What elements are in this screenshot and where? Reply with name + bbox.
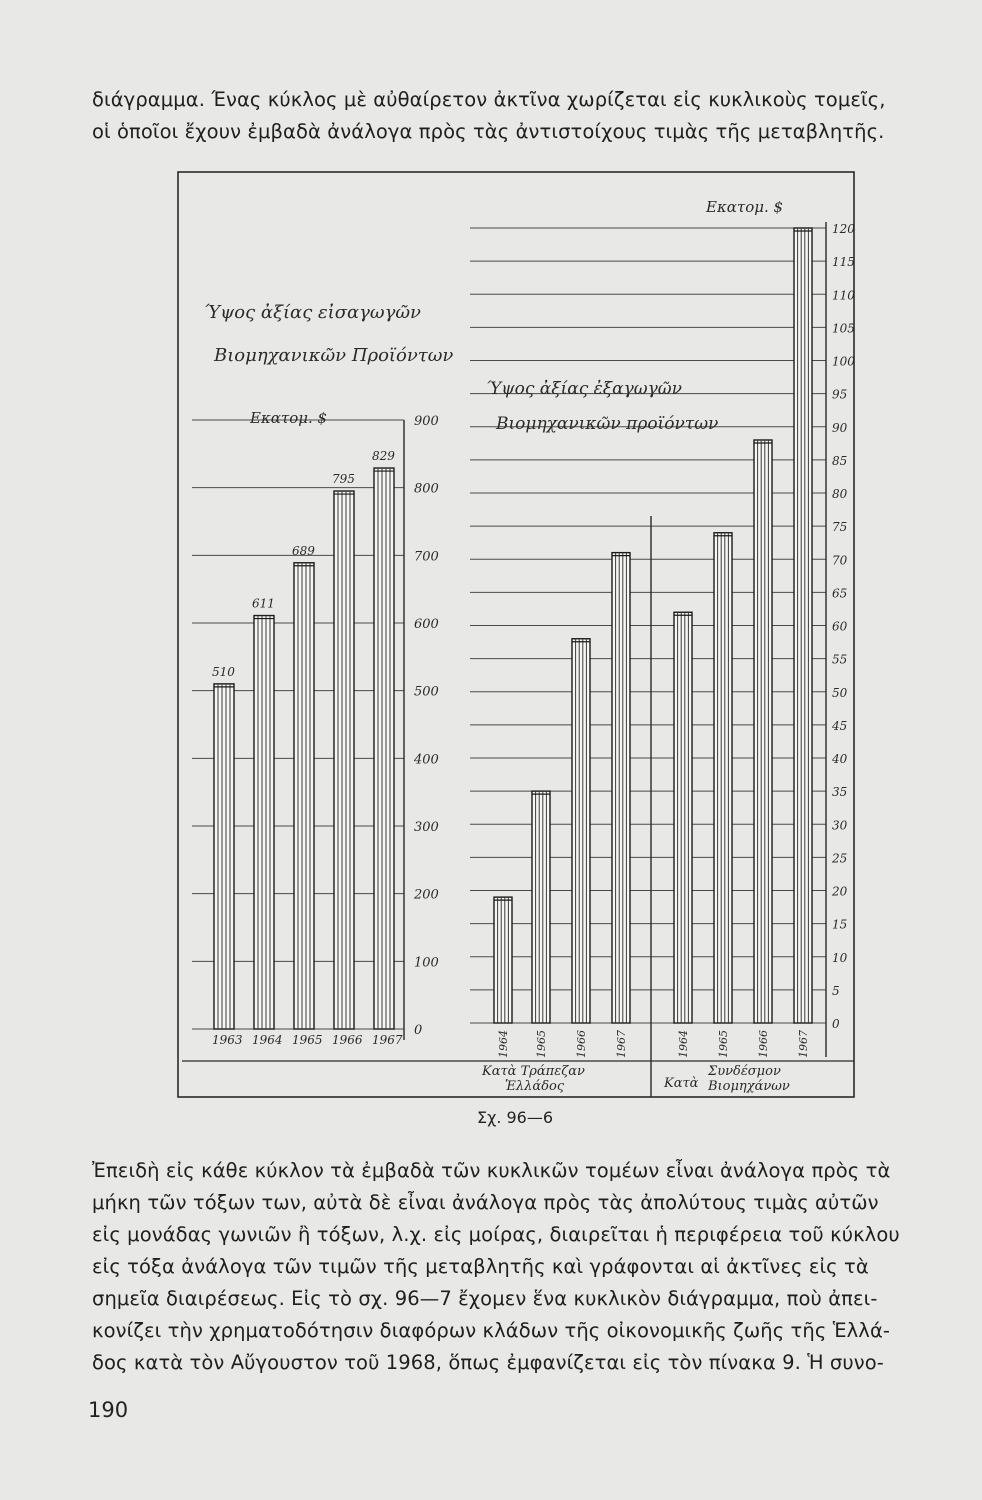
y-tick-label: 600 (414, 617, 439, 632)
y-tick-label: 900 (414, 414, 439, 429)
bar (374, 468, 394, 1029)
y-tick-label: 0 (832, 1017, 840, 1031)
x-tick-label: 1965 (292, 1033, 323, 1047)
group-label: Συνδέσμον (708, 1064, 781, 1079)
bar-outline (674, 612, 692, 1023)
bar-outline (532, 791, 550, 1023)
x-tick-label: 1966 (575, 1030, 588, 1058)
y-tick-label: 65 (832, 586, 848, 601)
exports-chart (470, 198, 855, 1097)
bar-value-label: 795 (332, 472, 355, 487)
y-tick-label: 200 (414, 887, 439, 903)
y-unit-label: Εκατομ. $ (706, 198, 784, 216)
bar-outline (334, 491, 354, 1029)
group-label: Ἑλλάδος (505, 1079, 565, 1094)
y-tick-label: 115 (832, 255, 855, 270)
bar (494, 897, 512, 1023)
y-tick-label: 25 (832, 851, 848, 866)
bar (754, 440, 772, 1023)
y-tick-label: 15 (832, 917, 848, 932)
bar-outline (254, 616, 274, 1029)
y-tick-label: 10 (832, 950, 848, 965)
x-tick-label: 1963 (212, 1033, 243, 1047)
bar-outline (214, 684, 234, 1029)
chart-title-line: Ύψος ἀξίας ἐξαγωγῶν (486, 379, 683, 399)
x-tick-label: 1966 (757, 1030, 770, 1058)
x-tick-label: 1967 (797, 1030, 810, 1058)
bar-value-label: 829 (372, 449, 395, 464)
y-tick-label: 45 (832, 718, 848, 733)
y-tick-label: 75 (832, 520, 848, 535)
x-tick-label: 1967 (615, 1030, 628, 1058)
bar-outline (494, 897, 512, 1023)
bar (532, 791, 550, 1023)
bar (334, 491, 354, 1029)
text-line: οἱ ὁποῖοι ἔχουν ἐμβαδὰ ἀνάλογα πρὸς τὰς ἀντιστοίχους τιμὰς τῆς μεταβλητῆς. (92, 120, 885, 143)
x-tick-label: 1965 (717, 1030, 730, 1058)
y-tick-label: 85 (832, 453, 848, 468)
bar-outline (754, 440, 772, 1023)
text-line: κονίζει τὴν χρηματοδότησιν διαφόρων κλάδων τῆς οἰκονομικῆς ζωῆς τῆς Ἑλλά- (92, 1319, 891, 1342)
chart-title-line: Ύψος ἀξίας εἰσαγωγῶν (204, 302, 421, 323)
y-tick-label: 100 (832, 354, 855, 369)
y-tick-label: 90 (832, 420, 848, 435)
bar (254, 616, 274, 1029)
bar-outline (612, 553, 630, 1023)
y-tick-label: 40 (832, 752, 848, 766)
chart-title-line: Βιομηχανικῶν προϊόντων (496, 414, 719, 434)
bar-outline (794, 228, 812, 1023)
bar (612, 553, 630, 1023)
bar-outline (374, 468, 394, 1029)
group-label: Βιομηχάνων (708, 1079, 790, 1094)
bar (214, 684, 234, 1029)
y-tick-label: 35 (832, 785, 848, 800)
bar-outline (572, 639, 590, 1023)
y-tick-label: 400 (414, 752, 439, 768)
y-unit-label: Εκατομ. $ (250, 409, 328, 427)
y-tick-label: 30 (832, 818, 848, 833)
x-tick-label: 1965 (535, 1030, 548, 1058)
text-line: εἰς μονάδας γωνιῶν ἢ τόξων, λ.χ. εἰς μοίρας, διαιρεῖται ἡ περιφέρεια τοῦ κύκλου (92, 1223, 900, 1246)
y-tick-label: 5 (832, 983, 840, 998)
y-tick-label: 500 (414, 684, 439, 700)
bottom-paragraph (92, 1155, 947, 1379)
figure-caption: Σχ. 96—6 (476, 1108, 554, 1127)
y-tick-label: 60 (832, 619, 848, 634)
y-tick-label: 300 (414, 820, 439, 835)
group-label: Κατὰ (664, 1076, 699, 1091)
x-tick-label: 1964 (497, 1030, 510, 1058)
bar-value-label: 689 (292, 543, 315, 558)
bar (714, 533, 732, 1023)
y-tick-label: 110 (832, 288, 855, 303)
text-line: δος κατὰ τὸν Αὔγουστον τοῦ 1968, ὅπως ἐμφανίζεται εἰς τὸν πίνακα 9. Ἡ συνο- (92, 1351, 884, 1374)
text-line: σημεῖα διαιρέσεως. Εἰς τὸ σχ. 96—7 ἔχομεν ἕνα κυκλικὸν διάγραμμα, ποὺ ἀπει- (92, 1287, 878, 1310)
group-label: Κατὰ Τράπεζαν (482, 1064, 585, 1079)
bar-value-label: 510 (212, 664, 235, 679)
bar-outline (294, 563, 314, 1029)
y-tick-label: 120 (832, 222, 855, 236)
imports-chart (192, 301, 453, 1047)
y-tick-label: 100 (414, 955, 439, 971)
x-tick-label: 1967 (372, 1033, 403, 1047)
y-tick-label: 50 (832, 685, 848, 700)
y-tick-label: 20 (832, 884, 848, 899)
bar (794, 228, 812, 1023)
bar-value-label: 611 (252, 596, 275, 611)
y-tick-label: 95 (832, 387, 848, 402)
chart-title-line: Βιομηχανικῶν Προϊόντων (214, 345, 454, 366)
y-tick-label: 800 (414, 481, 439, 497)
x-tick-label: 1966 (332, 1033, 363, 1047)
x-tick-label: 1964 (677, 1030, 690, 1058)
y-tick-label: 70 (832, 553, 848, 568)
text-line: διάγραμμα. Ένας κύκλος μὲ αὐθαίρετον ἀκτῖνα χωρίζεται εἰς κυκλικοὺς τομεῖς, (92, 88, 886, 111)
x-tick-label: 1964 (252, 1033, 283, 1047)
bar (294, 563, 314, 1029)
text-line: μήκη τῶν τόξων των, αὐτὰ δὲ εἶναι ἀνάλογα πρὸς τὰς ἀπολύτους τιμὰς αὐτῶν (92, 1191, 879, 1214)
bar (674, 612, 692, 1023)
y-tick-label: 55 (832, 652, 848, 667)
y-tick-label: 80 (832, 487, 848, 501)
bar-outline (714, 533, 732, 1023)
y-tick-label: 0 (414, 1023, 423, 1038)
text-line: εἰς τόξα ἀνάλογα τῶν τιμῶν τῆς μεταβλητῆς καὶ γράφονται αἱ ἀκτῖνες εἰς τὰ (92, 1255, 869, 1278)
y-tick-label: 105 (832, 321, 855, 336)
y-tick-label: 700 (414, 549, 439, 565)
page-number: 190 (88, 1398, 129, 1422)
bar (572, 639, 590, 1023)
text-line: Ἐπειδὴ εἰς κάθε κύκλον τὰ ἐμβαδὰ τῶν κυκλικῶν τομέων εἶναι ἀνάλογα πρὸς τὰ (92, 1159, 891, 1182)
